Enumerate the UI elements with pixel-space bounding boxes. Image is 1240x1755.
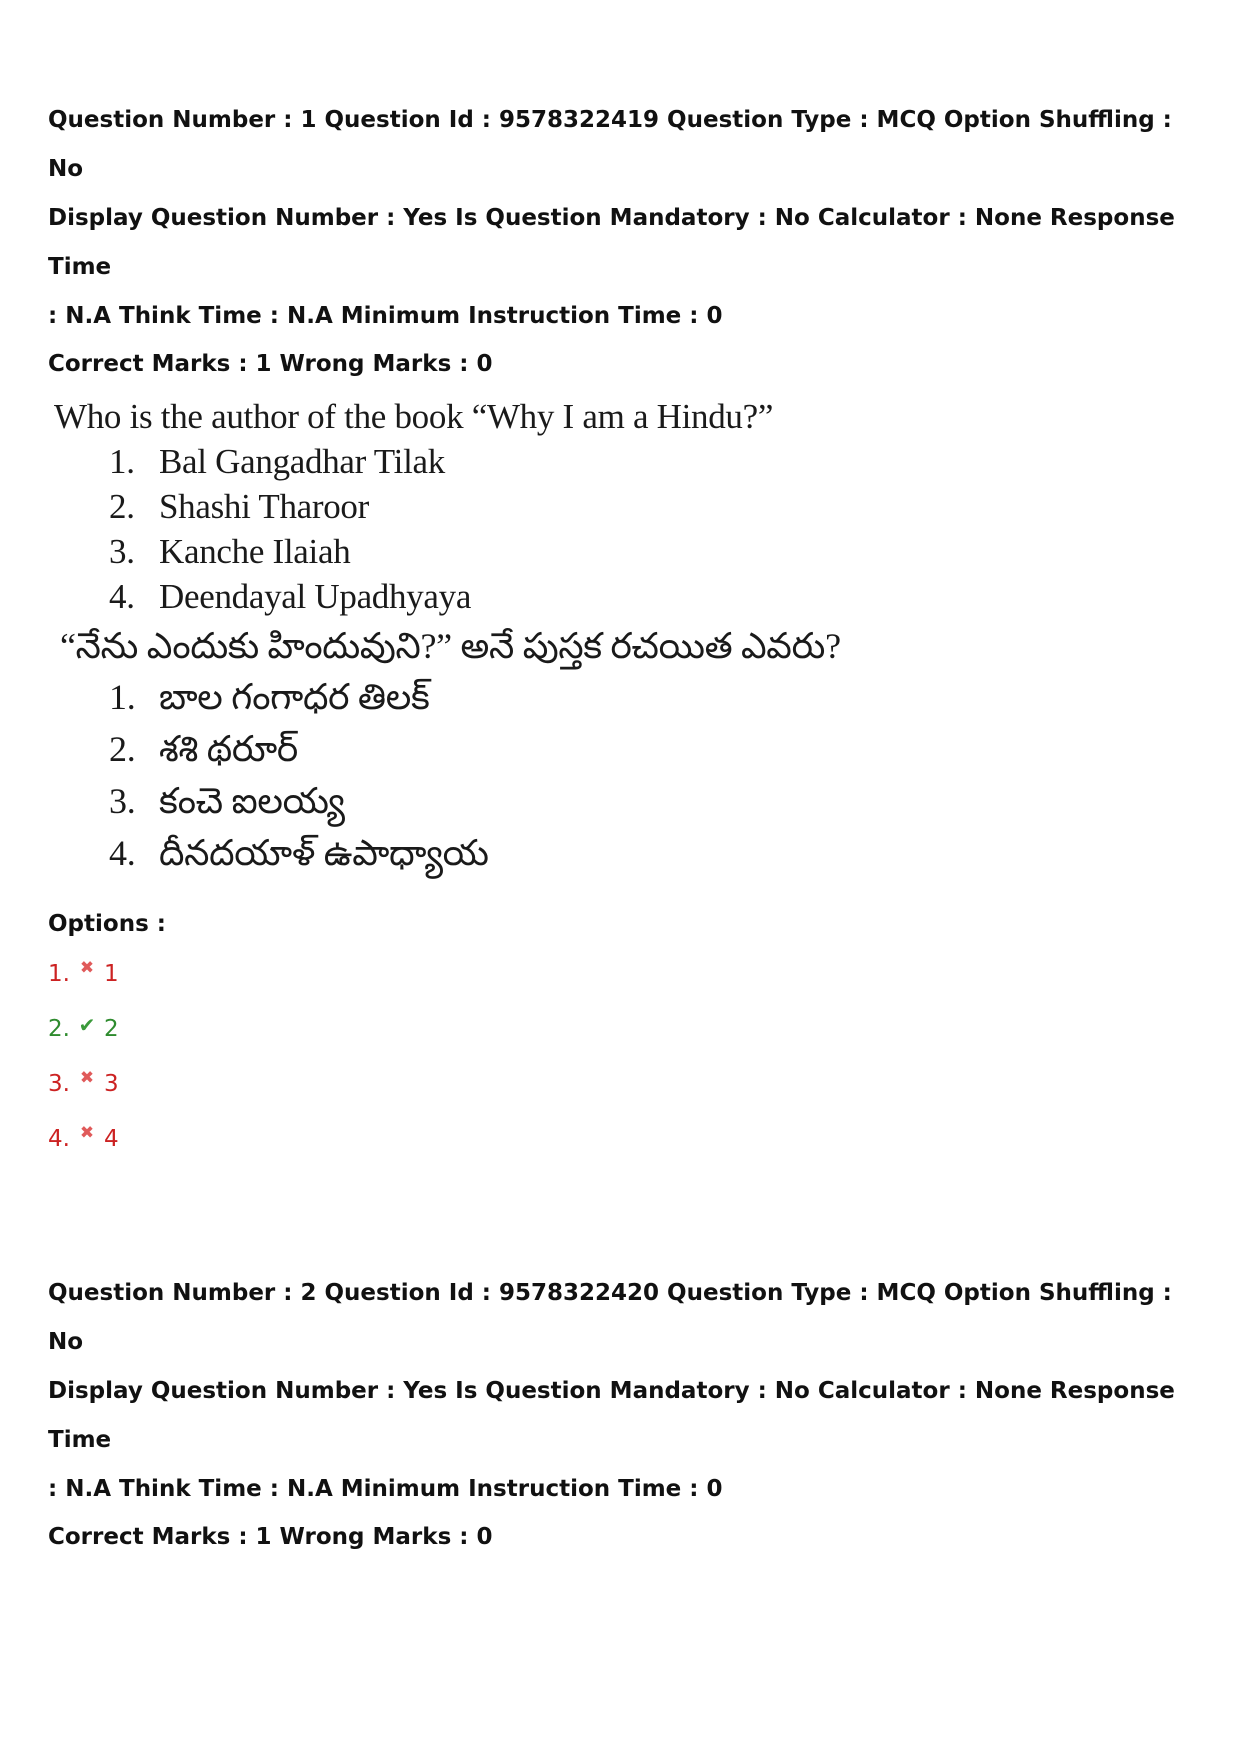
cross-icon: ✖ bbox=[79, 1123, 95, 1143]
options-list bbox=[48, 959, 1198, 1179]
cross-icon: ✖ bbox=[79, 1068, 95, 1088]
option-item bbox=[48, 959, 1198, 1014]
option-value: 2 bbox=[103, 1016, 119, 1042]
option-value: 3 bbox=[103, 1071, 119, 1097]
question-meta-line: Question Number : 2 Question Id : 9578322420 Question Type : MCQ Option Shuffling : No bbox=[48, 1280, 1172, 1355]
english-choice-list bbox=[54, 439, 1198, 619]
question-text-english: Who is the author of the book “Why I am a Hindu?” bbox=[54, 397, 774, 436]
option-item bbox=[48, 1124, 1198, 1179]
question-meta-line: : N.A Think Time : N.A Minimum Instruction Time : 0 bbox=[48, 1476, 723, 1502]
question-meta-line: : N.A Think Time : N.A Minimum Instruction Time : 0 bbox=[48, 303, 723, 329]
check-icon: ✔ bbox=[78, 1013, 96, 1037]
option-value: 4 bbox=[103, 1126, 119, 1152]
option-number: 1. bbox=[48, 961, 70, 987]
question-2 bbox=[48, 1269, 1198, 1552]
english-choice: 3. Kanche Ilaiah bbox=[109, 532, 351, 571]
telugu-choice: 4. దీనదయాళ్ ఉపాధ్యాయ bbox=[109, 833, 489, 873]
question-image bbox=[54, 395, 1198, 879]
english-choice: 2. Shashi Tharoor bbox=[109, 487, 369, 526]
question-meta-line: Display Question Number : Yes Is Question Mandatory : No Calculator : None Response Time bbox=[48, 205, 1175, 280]
document-page bbox=[48, 96, 1198, 1552]
question-marks: Correct Marks : 1 Wrong Marks : 0 bbox=[48, 351, 493, 377]
cross-icon: ✖ bbox=[79, 958, 95, 978]
question-meta-line: Display Question Number : Yes Is Question Mandatory : No Calculator : None Response Time bbox=[48, 1378, 1175, 1453]
question-text-telugu: “నేను ఎందుకు హిందువుని?” అనే పుస్తక రచయిత ఎవరు? bbox=[60, 626, 841, 666]
option-item bbox=[48, 1069, 1198, 1124]
english-choice: 4. Deendayal Upadhyaya bbox=[109, 577, 472, 616]
question-meta-line: Question Number : 1 Question Id : 9578322419 Question Type : MCQ Option Shuffling : No bbox=[48, 107, 1172, 182]
telugu-choice: 2. శశి థరూర్ bbox=[109, 729, 298, 769]
option-item bbox=[48, 1014, 1198, 1069]
options-heading: Options : bbox=[48, 911, 166, 937]
option-number: 4. bbox=[48, 1126, 70, 1152]
question-marks: Correct Marks : 1 Wrong Marks : 0 bbox=[48, 1524, 493, 1550]
question-1 bbox=[48, 96, 1198, 1179]
telugu-choice: 1. బాల గంగాధర తిలక్ bbox=[109, 677, 430, 717]
option-number: 2. bbox=[48, 1016, 70, 1042]
english-choice: 1. Bal Gangadhar Tilak bbox=[109, 442, 445, 481]
telugu-choice: 3. కంచె ఐలయ్య bbox=[109, 781, 345, 821]
option-value: 1 bbox=[103, 961, 119, 987]
telugu-choice-list bbox=[54, 671, 1198, 879]
option-number: 3. bbox=[48, 1071, 70, 1097]
